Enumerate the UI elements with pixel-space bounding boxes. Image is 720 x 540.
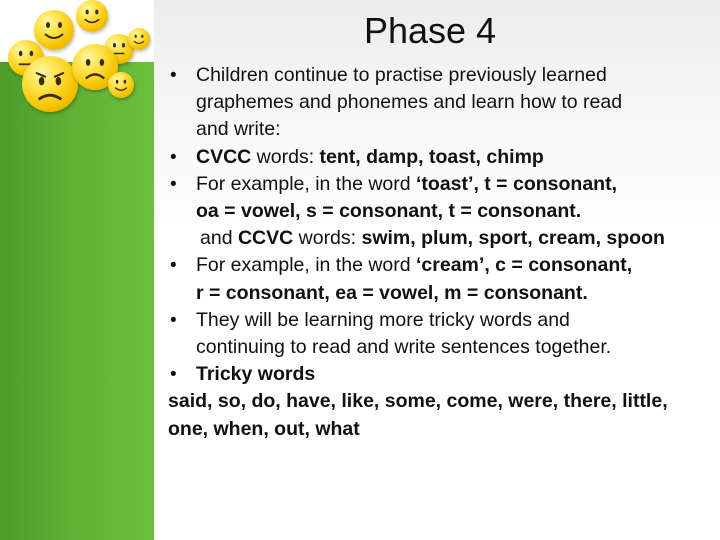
cvcc-examples: tent, damp, toast, chimp — [319, 145, 544, 168]
bullet-dot: • — [170, 173, 177, 195]
slide-body — [168, 62, 708, 443]
smiley-happy-icon — [128, 28, 150, 50]
green-sidebar — [0, 62, 154, 540]
ccvc-words-label: words: — [293, 227, 362, 250]
bullet-intro-line1: Children continue to practise previously learned — [196, 64, 607, 86]
slide-title: Phase 4 — [363, 10, 497, 51]
tricky-words-line2: little, one, when, out, what — [168, 390, 668, 440]
smiley-happy-icon — [108, 72, 134, 98]
ccvc-examples: swim, plum, sport, cream, — [361, 227, 601, 250]
bullet-cream-example — [168, 252, 708, 306]
bullet-intro-line2: graphemes and phonemes and learn how to read — [196, 91, 623, 114]
bullet-tricky-words — [168, 361, 708, 388]
tricky-learning-line1: They will be learning more tricky words and — [196, 308, 570, 331]
cream-breakdown-2: r = consonant, ea = vowel, m = consonant. — [196, 281, 588, 304]
ccvc-examples-2: spoon — [606, 227, 665, 250]
ccvc-and: and — [200, 227, 238, 250]
toast-breakdown-1: ‘toast’, t = consonant, — [416, 172, 617, 195]
bullet-dot: • — [170, 309, 177, 331]
paragraph-ccvc — [168, 225, 708, 252]
bullet-dot: • — [170, 146, 177, 168]
bullet-intro-line3: and write: — [196, 118, 281, 141]
tricky-words-list — [168, 388, 708, 442]
cream-lead: For example, in the word — [196, 254, 417, 277]
tricky-words-line1: said, so, do, have, like, some, come, were, there, — [168, 390, 617, 413]
bullet-toast-example — [168, 171, 708, 225]
bullet-intro — [168, 62, 708, 144]
tricky-words-heading: Tricky words — [196, 363, 316, 386]
bullet-dot: • — [170, 364, 177, 386]
toast-breakdown-2: oa = vowel, s = consonant, t = consonant. — [196, 200, 582, 223]
toast-lead: For example, in the word — [196, 172, 417, 195]
bullet-cvcc — [168, 144, 708, 171]
bullet-dot: • — [170, 255, 177, 277]
cream-breakdown-1: ‘cream’, c = consonant, — [416, 254, 633, 277]
cvcc-words-label: words: — [251, 145, 320, 168]
cvcc-label: CVCC — [196, 145, 252, 168]
smiley-sad-icon — [22, 56, 78, 112]
tricky-learning-line2: continuing to read and write sentences together. — [196, 336, 612, 359]
smiley-happy-icon — [76, 0, 108, 32]
bullet-tricky-learning — [168, 307, 708, 361]
bullet-dot: • — [170, 65, 177, 86]
ccvc-label: CCVC — [237, 227, 294, 250]
